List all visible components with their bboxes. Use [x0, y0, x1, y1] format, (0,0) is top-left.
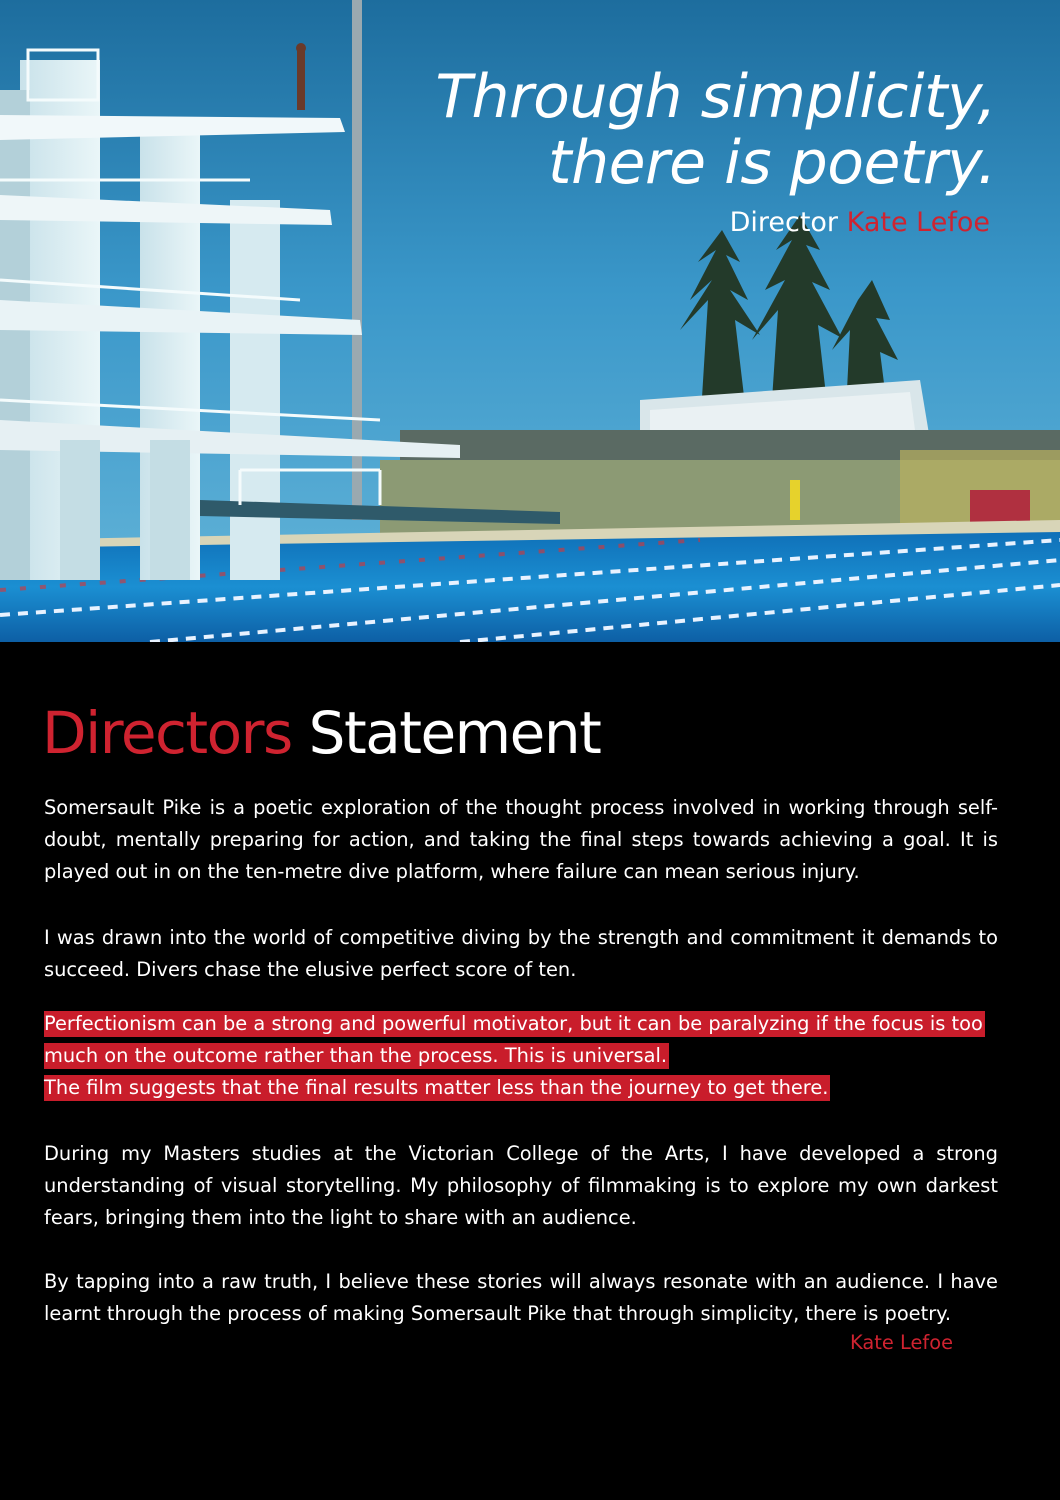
credit-prefix: Director [729, 207, 839, 238]
hero-credit [730, 207, 990, 238]
highlighted-quote [44, 1008, 1034, 1104]
quote-line-1: Through simplicity, [435, 62, 996, 132]
page-title [42, 698, 600, 768]
paragraph-closing: By tapping into a raw truth, I believe these stories will always resonate with an audience. I have learnt through the process of making Somersault Pike that through simplicity, there is poetry. [44, 1270, 998, 1325]
diver-figure [297, 50, 305, 110]
signature: Kate Lefoe [850, 1331, 953, 1354]
hero-image [0, 0, 1060, 642]
credit-name: Kate Lefoe [846, 207, 990, 238]
hero-quote [435, 64, 996, 196]
paragraph-intro: Somersault Pike is a poetic exploration of the thought process involved in working through self-doubt, mentally preparing for action, and taking the final steps towards achieving a goal. It is played out in on the ten-metre dive platform, where failure can mean serious injury. [44, 796, 998, 883]
paragraph-diving: I was drawn into the world of competitive diving by the strength and commitment it demands to succeed. Divers chase the elusive perfect score of ten. [44, 926, 998, 981]
title-white-word: Statement [308, 699, 601, 767]
paragraph-studies: During my Masters studies at the Victorian College of the Arts, I have developed a strong understanding of visual storytelling. My philosophy of filmmaking is to explore my own darkest fears, bringing them into the light to share with an audience. [44, 1142, 998, 1229]
title-red-word: Directors [42, 699, 292, 767]
highlight-perfectionism: Perfectionism can be a strong and powerful motivator, but it can be paralyzing if the focus is too much on the outcome rather than the process. This is universal. [44, 1012, 983, 1067]
highlight-journey: The film suggests that the final results matter less than the journey to get there. [44, 1076, 829, 1099]
quote-line-2: there is poetry. [548, 128, 996, 198]
